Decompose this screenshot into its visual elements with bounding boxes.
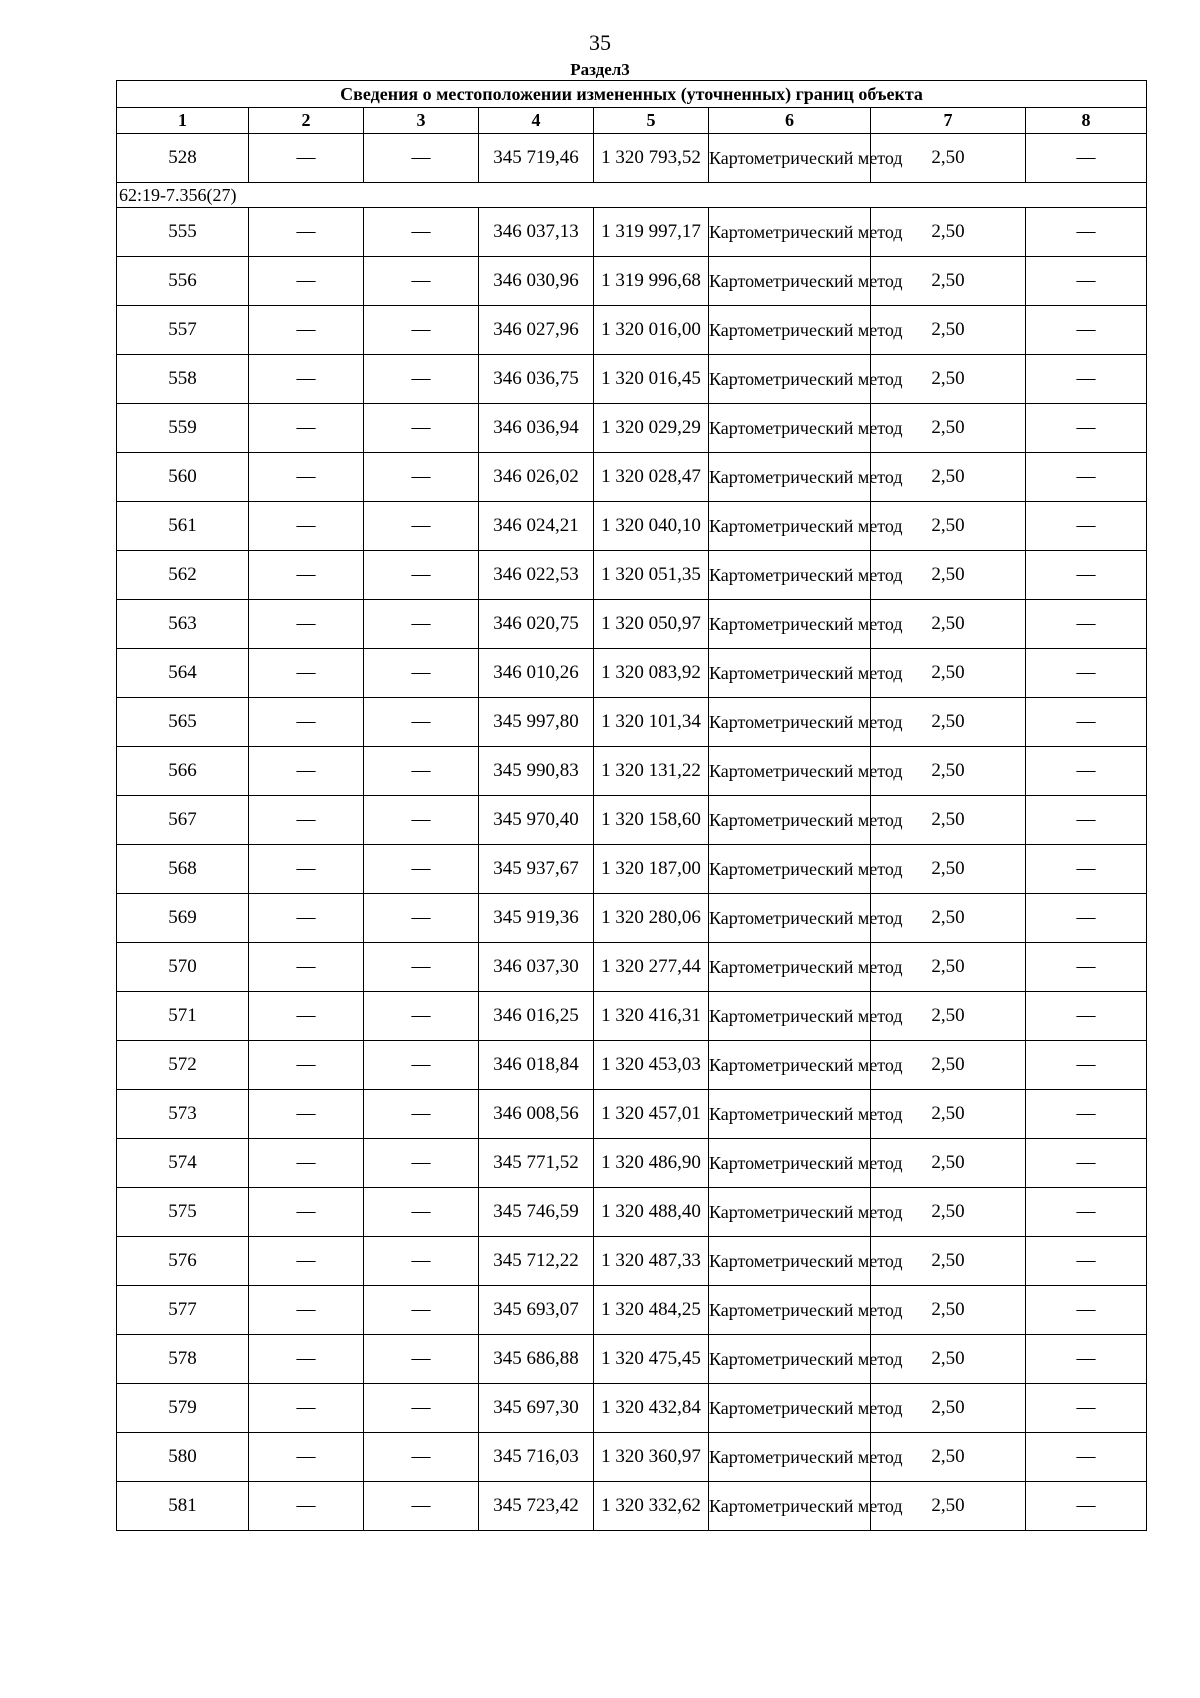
col3-cell: — bbox=[364, 1482, 479, 1531]
y-coordinate-cell: 1 320 457,01 bbox=[594, 1090, 709, 1139]
table-row bbox=[117, 1433, 1147, 1482]
col8-cell: — bbox=[1026, 1433, 1147, 1482]
table-row bbox=[117, 1188, 1147, 1237]
point-number-cell: 528 bbox=[117, 134, 249, 183]
col8-cell: — bbox=[1026, 845, 1147, 894]
col2-cell: — bbox=[249, 1188, 364, 1237]
point-number-cell: 564 bbox=[117, 649, 249, 698]
column-header: 1 bbox=[117, 108, 249, 134]
x-coordinate-cell: 345 723,42 bbox=[479, 1482, 594, 1531]
col3-cell: — bbox=[364, 1433, 479, 1482]
col3-cell: — bbox=[364, 355, 479, 404]
col3-cell: — bbox=[364, 453, 479, 502]
col3-cell: — bbox=[364, 306, 479, 355]
y-coordinate-cell: 1 320 050,97 bbox=[594, 600, 709, 649]
method-cell: Картометрический метод bbox=[709, 551, 871, 600]
col8-cell: — bbox=[1026, 649, 1147, 698]
point-number-cell: 578 bbox=[117, 1335, 249, 1384]
col2-cell: — bbox=[249, 306, 364, 355]
column-header: 6 bbox=[709, 108, 871, 134]
accuracy-cell: 2,50 bbox=[871, 1335, 1026, 1384]
accuracy-cell: 2,50 bbox=[871, 502, 1026, 551]
col8-cell: — bbox=[1026, 943, 1147, 992]
method-cell: Картометрический метод bbox=[709, 355, 871, 404]
accuracy-cell: 2,50 bbox=[871, 992, 1026, 1041]
y-coordinate-cell: 1 320 101,34 bbox=[594, 698, 709, 747]
x-coordinate-cell: 346 010,26 bbox=[479, 649, 594, 698]
col8-cell: — bbox=[1026, 1384, 1147, 1433]
col8-cell: — bbox=[1026, 1237, 1147, 1286]
method-cell: Картометрический метод bbox=[709, 992, 871, 1041]
point-number-cell: 576 bbox=[117, 1237, 249, 1286]
col8-cell: — bbox=[1026, 796, 1147, 845]
accuracy-cell: 2,50 bbox=[871, 1188, 1026, 1237]
accuracy-cell: 2,50 bbox=[871, 747, 1026, 796]
table-header-row bbox=[117, 108, 1147, 134]
point-number-cell: 561 bbox=[117, 502, 249, 551]
point-number-cell: 568 bbox=[117, 845, 249, 894]
col8-cell: — bbox=[1026, 1139, 1147, 1188]
method-cell: Картометрический метод bbox=[709, 1286, 871, 1335]
y-coordinate-cell: 1 320 016,45 bbox=[594, 355, 709, 404]
accuracy-cell: 2,50 bbox=[871, 306, 1026, 355]
table-row bbox=[117, 355, 1147, 404]
accuracy-cell: 2,50 bbox=[871, 355, 1026, 404]
x-coordinate-cell: 345 937,67 bbox=[479, 845, 594, 894]
y-coordinate-cell: 1 320 083,92 bbox=[594, 649, 709, 698]
col3-cell: — bbox=[364, 1188, 479, 1237]
accuracy-cell: 2,50 bbox=[871, 649, 1026, 698]
point-number-cell: 569 bbox=[117, 894, 249, 943]
accuracy-cell: 2,50 bbox=[871, 796, 1026, 845]
y-coordinate-cell: 1 320 453,03 bbox=[594, 1041, 709, 1090]
method-cell: Картометрический метод bbox=[709, 1335, 871, 1384]
table-row bbox=[117, 943, 1147, 992]
y-coordinate-cell: 1 320 028,47 bbox=[594, 453, 709, 502]
accuracy-cell: 2,50 bbox=[871, 257, 1026, 306]
x-coordinate-cell: 346 020,75 bbox=[479, 600, 594, 649]
col2-cell: — bbox=[249, 698, 364, 747]
y-coordinate-cell: 1 320 280,06 bbox=[594, 894, 709, 943]
y-coordinate-cell: 1 320 416,31 bbox=[594, 992, 709, 1041]
x-coordinate-cell: 346 026,02 bbox=[479, 453, 594, 502]
table-row bbox=[117, 502, 1147, 551]
table-row bbox=[117, 1286, 1147, 1335]
x-coordinate-cell: 345 990,83 bbox=[479, 747, 594, 796]
x-coordinate-cell: 345 719,46 bbox=[479, 134, 594, 183]
table-row bbox=[117, 894, 1147, 943]
col2-cell: — bbox=[249, 649, 364, 698]
x-coordinate-cell: 345 716,03 bbox=[479, 1433, 594, 1482]
y-coordinate-cell: 1 319 997,17 bbox=[594, 208, 709, 257]
method-cell: Картометрический метод bbox=[709, 1237, 871, 1286]
col2-cell: — bbox=[249, 845, 364, 894]
table-row bbox=[117, 453, 1147, 502]
accuracy-cell: 2,50 bbox=[871, 208, 1026, 257]
col8-cell: — bbox=[1026, 600, 1147, 649]
method-cell: Картометрический метод bbox=[709, 1384, 871, 1433]
col3-cell: — bbox=[364, 1090, 479, 1139]
x-coordinate-cell: 345 686,88 bbox=[479, 1335, 594, 1384]
col8-cell: — bbox=[1026, 134, 1147, 183]
col3-cell: — bbox=[364, 551, 479, 600]
col3-cell: — bbox=[364, 894, 479, 943]
table-row bbox=[117, 1335, 1147, 1384]
col3-cell: — bbox=[364, 257, 479, 306]
group-row bbox=[117, 183, 1147, 208]
x-coordinate-cell: 345 697,30 bbox=[479, 1384, 594, 1433]
column-header: 7 bbox=[871, 108, 1026, 134]
accuracy-cell: 2,50 bbox=[871, 1433, 1026, 1482]
accuracy-cell: 2,50 bbox=[871, 134, 1026, 183]
point-number-cell: 562 bbox=[117, 551, 249, 600]
col3-cell: — bbox=[364, 649, 479, 698]
point-number-cell: 577 bbox=[117, 1286, 249, 1335]
point-number-cell: 580 bbox=[117, 1433, 249, 1482]
point-number-cell: 571 bbox=[117, 992, 249, 1041]
table-row bbox=[117, 600, 1147, 649]
point-number-cell: 570 bbox=[117, 943, 249, 992]
table-row bbox=[117, 306, 1147, 355]
accuracy-cell: 2,50 bbox=[871, 943, 1026, 992]
point-number-cell: 573 bbox=[117, 1090, 249, 1139]
col2-cell: — bbox=[249, 208, 364, 257]
section-title: Раздел3 bbox=[570, 60, 630, 79]
col3-cell: — bbox=[364, 747, 479, 796]
table-row bbox=[117, 134, 1147, 183]
table-row bbox=[117, 1090, 1147, 1139]
table-row bbox=[117, 845, 1147, 894]
point-number-cell: 574 bbox=[117, 1139, 249, 1188]
col2-cell: — bbox=[249, 1237, 364, 1286]
col2-cell: — bbox=[249, 1139, 364, 1188]
col8-cell: — bbox=[1026, 1188, 1147, 1237]
method-cell: Картометрический метод bbox=[709, 600, 871, 649]
accuracy-cell: 2,50 bbox=[871, 453, 1026, 502]
accuracy-cell: 2,50 bbox=[871, 1090, 1026, 1139]
method-cell: Картометрический метод bbox=[709, 845, 871, 894]
y-coordinate-cell: 1 320 158,60 bbox=[594, 796, 709, 845]
accuracy-cell: 2,50 bbox=[871, 845, 1026, 894]
page-number: 35 bbox=[589, 30, 611, 55]
col8-cell: — bbox=[1026, 1286, 1147, 1335]
table-row bbox=[117, 1139, 1147, 1188]
y-coordinate-cell: 1 320 187,00 bbox=[594, 845, 709, 894]
accuracy-cell: 2,50 bbox=[871, 404, 1026, 453]
col2-cell: — bbox=[249, 404, 364, 453]
table-row bbox=[117, 992, 1147, 1041]
y-coordinate-cell: 1 320 475,45 bbox=[594, 1335, 709, 1384]
table-row bbox=[117, 208, 1147, 257]
col8-cell: — bbox=[1026, 355, 1147, 404]
col3-cell: — bbox=[364, 404, 479, 453]
accuracy-cell: 2,50 bbox=[871, 1041, 1026, 1090]
col2-cell: — bbox=[249, 1286, 364, 1335]
point-number-cell: 581 bbox=[117, 1482, 249, 1531]
x-coordinate-cell: 345 919,36 bbox=[479, 894, 594, 943]
point-number-cell: 563 bbox=[117, 600, 249, 649]
col2-cell: — bbox=[249, 1384, 364, 1433]
col8-cell: — bbox=[1026, 894, 1147, 943]
col2-cell: — bbox=[249, 502, 364, 551]
table-row bbox=[117, 747, 1147, 796]
point-number-cell: 567 bbox=[117, 796, 249, 845]
point-number-cell: 565 bbox=[117, 698, 249, 747]
col8-cell: — bbox=[1026, 551, 1147, 600]
col3-cell: — bbox=[364, 796, 479, 845]
y-coordinate-cell: 1 320 432,84 bbox=[594, 1384, 709, 1433]
x-coordinate-cell: 346 018,84 bbox=[479, 1041, 594, 1090]
x-coordinate-cell: 346 027,96 bbox=[479, 306, 594, 355]
method-cell: Картометрический метод bbox=[709, 747, 871, 796]
col8-cell: — bbox=[1026, 453, 1147, 502]
method-cell: Картометрический метод bbox=[709, 404, 871, 453]
point-number-cell: 579 bbox=[117, 1384, 249, 1433]
method-cell: Картометрический метод bbox=[709, 502, 871, 551]
point-number-cell: 572 bbox=[117, 1041, 249, 1090]
x-coordinate-cell: 345 997,80 bbox=[479, 698, 594, 747]
accuracy-cell: 2,50 bbox=[871, 698, 1026, 747]
method-cell: Картометрический метод bbox=[709, 208, 871, 257]
col3-cell: — bbox=[364, 1384, 479, 1433]
col8-cell: — bbox=[1026, 306, 1147, 355]
table-row bbox=[117, 404, 1147, 453]
x-coordinate-cell: 345 970,40 bbox=[479, 796, 594, 845]
accuracy-cell: 2,50 bbox=[871, 600, 1026, 649]
point-number-cell: 557 bbox=[117, 306, 249, 355]
table-row bbox=[117, 1384, 1147, 1433]
col2-cell: — bbox=[249, 747, 364, 796]
col2-cell: — bbox=[249, 1041, 364, 1090]
y-coordinate-cell: 1 320 277,44 bbox=[594, 943, 709, 992]
y-coordinate-cell: 1 320 488,40 bbox=[594, 1188, 709, 1237]
table-row bbox=[117, 698, 1147, 747]
method-cell: Картометрический метод bbox=[709, 306, 871, 355]
col8-cell: — bbox=[1026, 992, 1147, 1041]
col8-cell: — bbox=[1026, 1041, 1147, 1090]
method-cell: Картометрический метод bbox=[709, 1433, 871, 1482]
col3-cell: — bbox=[364, 1237, 479, 1286]
table-row bbox=[117, 649, 1147, 698]
y-coordinate-cell: 1 320 029,29 bbox=[594, 404, 709, 453]
x-coordinate-cell: 346 030,96 bbox=[479, 257, 594, 306]
x-coordinate-cell: 346 036,94 bbox=[479, 404, 594, 453]
col3-cell: — bbox=[364, 845, 479, 894]
x-coordinate-cell: 345 712,22 bbox=[479, 1237, 594, 1286]
y-coordinate-cell: 1 320 051,35 bbox=[594, 551, 709, 600]
point-number-cell: 559 bbox=[117, 404, 249, 453]
table-row bbox=[117, 1041, 1147, 1090]
x-coordinate-cell: 345 693,07 bbox=[479, 1286, 594, 1335]
col3-cell: — bbox=[364, 134, 479, 183]
x-coordinate-cell: 346 024,21 bbox=[479, 502, 594, 551]
col2-cell: — bbox=[249, 1335, 364, 1384]
col2-cell: — bbox=[249, 796, 364, 845]
col8-cell: — bbox=[1026, 1090, 1147, 1139]
col2-cell: — bbox=[249, 134, 364, 183]
col2-cell: — bbox=[249, 355, 364, 404]
method-cell: Картометрический метод bbox=[709, 257, 871, 306]
col2-cell: — bbox=[249, 600, 364, 649]
coordinates-table bbox=[116, 80, 1147, 1531]
col3-cell: — bbox=[364, 208, 479, 257]
col3-cell: — bbox=[364, 600, 479, 649]
column-header: 3 bbox=[364, 108, 479, 134]
table-caption-row bbox=[117, 81, 1147, 108]
col3-cell: — bbox=[364, 1286, 479, 1335]
x-coordinate-cell: 346 022,53 bbox=[479, 551, 594, 600]
accuracy-cell: 2,50 bbox=[871, 1139, 1026, 1188]
x-coordinate-cell: 346 008,56 bbox=[479, 1090, 594, 1139]
col2-cell: — bbox=[249, 894, 364, 943]
y-coordinate-cell: 1 320 016,00 bbox=[594, 306, 709, 355]
x-coordinate-cell: 346 037,30 bbox=[479, 943, 594, 992]
x-coordinate-cell: 345 771,52 bbox=[479, 1139, 594, 1188]
accuracy-cell: 2,50 bbox=[871, 1286, 1026, 1335]
col3-cell: — bbox=[364, 943, 479, 992]
col8-cell: — bbox=[1026, 747, 1147, 796]
method-cell: Картометрический метод bbox=[709, 796, 871, 845]
col2-cell: — bbox=[249, 1090, 364, 1139]
col2-cell: — bbox=[249, 992, 364, 1041]
col8-cell: — bbox=[1026, 502, 1147, 551]
col2-cell: — bbox=[249, 453, 364, 502]
col8-cell: — bbox=[1026, 404, 1147, 453]
y-coordinate-cell: 1 320 487,33 bbox=[594, 1237, 709, 1286]
col8-cell: — bbox=[1026, 257, 1147, 306]
method-cell: Картометрический метод bbox=[709, 1041, 871, 1090]
y-coordinate-cell: 1 320 040,10 bbox=[594, 502, 709, 551]
point-number-cell: 555 bbox=[117, 208, 249, 257]
col3-cell: — bbox=[364, 1335, 479, 1384]
table-body bbox=[117, 81, 1147, 1531]
point-number-cell: 556 bbox=[117, 257, 249, 306]
col3-cell: — bbox=[364, 992, 479, 1041]
x-coordinate-cell: 346 036,75 bbox=[479, 355, 594, 404]
table-row bbox=[117, 1482, 1147, 1531]
point-number-cell: 566 bbox=[117, 747, 249, 796]
x-coordinate-cell: 346 016,25 bbox=[479, 992, 594, 1041]
col2-cell: — bbox=[249, 257, 364, 306]
accuracy-cell: 2,50 bbox=[871, 894, 1026, 943]
parcel-number: 62:19-7.356(27) bbox=[117, 183, 1147, 208]
x-coordinate-cell: 345 746,59 bbox=[479, 1188, 594, 1237]
method-cell: Картометрический метод bbox=[709, 943, 871, 992]
table-row bbox=[117, 796, 1147, 845]
col8-cell: — bbox=[1026, 698, 1147, 747]
method-cell: Картометрический метод bbox=[709, 649, 871, 698]
method-cell: Картометрический метод bbox=[709, 1188, 871, 1237]
col2-cell: — bbox=[249, 943, 364, 992]
col2-cell: — bbox=[249, 1433, 364, 1482]
col3-cell: — bbox=[364, 698, 479, 747]
accuracy-cell: 2,50 bbox=[871, 1482, 1026, 1531]
col2-cell: — bbox=[249, 551, 364, 600]
point-number-cell: 558 bbox=[117, 355, 249, 404]
column-header: 8 bbox=[1026, 108, 1147, 134]
column-header: 2 bbox=[249, 108, 364, 134]
method-cell: Картометрический метод bbox=[709, 1139, 871, 1188]
table-caption: Сведения о местоположении измененных (уточненных) границ объекта bbox=[117, 81, 1147, 108]
col3-cell: — bbox=[364, 502, 479, 551]
method-cell: Картометрический метод bbox=[709, 134, 871, 183]
table-row bbox=[117, 551, 1147, 600]
y-coordinate-cell: 1 320 332,62 bbox=[594, 1482, 709, 1531]
y-coordinate-cell: 1 319 996,68 bbox=[594, 257, 709, 306]
y-coordinate-cell: 1 320 484,25 bbox=[594, 1286, 709, 1335]
col3-cell: — bbox=[364, 1041, 479, 1090]
col8-cell: — bbox=[1026, 1482, 1147, 1531]
table-row bbox=[117, 257, 1147, 306]
y-coordinate-cell: 1 320 360,97 bbox=[594, 1433, 709, 1482]
col2-cell: — bbox=[249, 1482, 364, 1531]
accuracy-cell: 2,50 bbox=[871, 551, 1026, 600]
method-cell: Картометрический метод bbox=[709, 1482, 871, 1531]
x-coordinate-cell: 346 037,13 bbox=[479, 208, 594, 257]
accuracy-cell: 2,50 bbox=[871, 1237, 1026, 1286]
column-header: 4 bbox=[479, 108, 594, 134]
table-row bbox=[117, 1237, 1147, 1286]
col8-cell: — bbox=[1026, 1335, 1147, 1384]
col8-cell: — bbox=[1026, 208, 1147, 257]
col3-cell: — bbox=[364, 1139, 479, 1188]
method-cell: Картометрический метод bbox=[709, 453, 871, 502]
method-cell: Картометрический метод bbox=[709, 698, 871, 747]
point-number-cell: 560 bbox=[117, 453, 249, 502]
accuracy-cell: 2,50 bbox=[871, 1384, 1026, 1433]
method-cell: Картометрический метод bbox=[709, 1090, 871, 1139]
column-header: 5 bbox=[594, 108, 709, 134]
y-coordinate-cell: 1 320 486,90 bbox=[594, 1139, 709, 1188]
y-coordinate-cell: 1 320 131,22 bbox=[594, 747, 709, 796]
y-coordinate-cell: 1 320 793,52 bbox=[594, 134, 709, 183]
point-number-cell: 575 bbox=[117, 1188, 249, 1237]
method-cell: Картометрический метод bbox=[709, 894, 871, 943]
